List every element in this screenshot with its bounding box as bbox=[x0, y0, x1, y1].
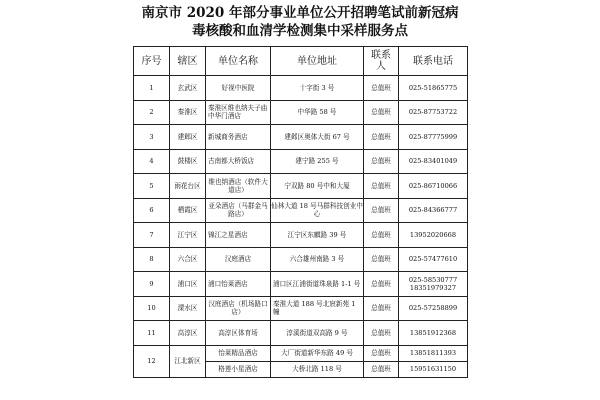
row-contact: 总值班 bbox=[364, 296, 399, 321]
document-title-line-1: 南京市 2020 年部分事业单位公开招聘笔试前新冠病 bbox=[141, 5, 459, 21]
row-district: 江宁区 bbox=[170, 223, 206, 248]
row-phone: 025-84366777 bbox=[399, 198, 468, 223]
row-phone: 025-83401049 bbox=[399, 149, 468, 174]
row-name: 锦江之星酒店 bbox=[206, 223, 271, 248]
row-name: 高淳区体育场 bbox=[206, 321, 271, 346]
row-phone: 13952020668 bbox=[399, 223, 468, 248]
row-district: 溧水区 bbox=[170, 296, 206, 321]
row-index: 10 bbox=[134, 296, 170, 321]
table-row bbox=[134, 247, 468, 272]
row-name: 维也纳酒店（软件大道店） bbox=[206, 174, 271, 199]
row-index: 1 bbox=[134, 76, 170, 101]
row-contact: 总值班 bbox=[364, 361, 399, 377]
row-address: 大厂街道新华东路 49 号 bbox=[271, 345, 364, 361]
row-address: 中华路 58 号 bbox=[271, 100, 364, 125]
row-district: 秦淮区 bbox=[170, 100, 206, 125]
table-row bbox=[134, 125, 468, 150]
header-name: 单位名称 bbox=[206, 47, 271, 76]
row-phone: 15951631150 bbox=[399, 361, 468, 377]
row-address: 浦口区江浦街道珠泉路 1-1 号 bbox=[271, 272, 364, 297]
row-phone: 025-87775999 bbox=[399, 125, 468, 150]
row-contact: 总值班 bbox=[364, 149, 399, 174]
row-contact: 总值班 bbox=[364, 223, 399, 248]
row-contact: 总值班 bbox=[364, 321, 399, 346]
row-address: 淳溪街道双高路 9 号 bbox=[271, 321, 364, 346]
table-row bbox=[134, 345, 468, 361]
table-row bbox=[134, 149, 468, 174]
row-name: 秦淮区维也纳夫子庙中华门酒店 bbox=[206, 100, 271, 125]
row-phone: 13851811393 bbox=[399, 345, 468, 361]
row-contact: 总值班 bbox=[364, 174, 399, 199]
table-row bbox=[134, 223, 468, 248]
row-contact: 总值班 bbox=[364, 198, 399, 223]
row-district: 雨花台区 bbox=[170, 174, 206, 199]
row-phone: 025-58530777 18351979327 bbox=[399, 272, 468, 297]
row-index: 8 bbox=[134, 247, 170, 272]
row-address: 仙林大道 18 号马群科技创业中心 bbox=[271, 198, 364, 223]
row-address: 建邺区奥体大街 67 号 bbox=[271, 125, 364, 150]
row-district: 栖霞区 bbox=[170, 198, 206, 223]
row-name: 亚朵酒店（马群金马路店） bbox=[206, 198, 271, 223]
table-row bbox=[134, 100, 468, 125]
row-index: 7 bbox=[134, 223, 170, 248]
header-phone: 联系电话 bbox=[399, 47, 468, 76]
header-contact-line-2: 人 bbox=[376, 61, 386, 72]
row-index: 12 bbox=[134, 345, 170, 377]
row-address: 十字街 3 号 bbox=[271, 76, 364, 101]
row-contact: 总值班 bbox=[364, 100, 399, 125]
row-phone: 025-87753722 bbox=[399, 100, 468, 125]
table-row bbox=[134, 296, 468, 321]
row-phone: 025-57258899 bbox=[399, 296, 468, 321]
table-row bbox=[134, 321, 468, 346]
document-title-line-2: 毒核酸和血清学检测集中采样服务点 bbox=[192, 23, 408, 39]
row-address: 六合雄州南路 3 号 bbox=[271, 247, 364, 272]
header-address: 单位地址 bbox=[271, 47, 364, 76]
sampling-sites-table bbox=[133, 46, 468, 378]
row-index: 11 bbox=[134, 321, 170, 346]
row-district: 鼓楼区 bbox=[170, 149, 206, 174]
table-row bbox=[134, 272, 468, 297]
row-district: 玄武区 bbox=[170, 76, 206, 101]
row-address: 大桥北路 118 号 bbox=[271, 361, 364, 377]
header-index: 序号 bbox=[134, 47, 170, 76]
row-address: 宁双路 80 号中和大厦 bbox=[271, 174, 364, 199]
row-name: 汉庭酒店（机场路口店） bbox=[206, 296, 271, 321]
row-contact: 总值班 bbox=[364, 272, 399, 297]
table-row bbox=[134, 174, 468, 199]
table-row bbox=[134, 198, 468, 223]
row-index: 4 bbox=[134, 149, 170, 174]
table-row bbox=[134, 76, 468, 101]
row-district: 高淳区 bbox=[170, 321, 206, 346]
row-index: 9 bbox=[134, 272, 170, 297]
row-index: 2 bbox=[134, 100, 170, 125]
row-contact: 总值班 bbox=[364, 76, 399, 101]
row-phone: 025-51865775 bbox=[399, 76, 468, 101]
header-contact bbox=[364, 47, 399, 76]
row-phone: 025-57477610 bbox=[399, 247, 468, 272]
row-address: 秦淮大道 188 号北宸新苑 1 幢 bbox=[271, 296, 364, 321]
row-name: 汉庭酒店 bbox=[206, 247, 271, 272]
row-address: 江宁区东麒路 39 号 bbox=[271, 223, 364, 248]
row-name: 怡莱精品酒店 bbox=[206, 345, 271, 361]
row-contact: 总值班 bbox=[364, 247, 399, 272]
table-header-row bbox=[134, 47, 468, 76]
row-index: 5 bbox=[134, 174, 170, 199]
row-name: 浦口怡莱酒店 bbox=[206, 272, 271, 297]
row-district: 建邺区 bbox=[170, 125, 206, 150]
row-name: 好视中医院 bbox=[206, 76, 271, 101]
row-district: 江北新区 bbox=[170, 345, 206, 377]
row-name: 新城商务酒店 bbox=[206, 125, 271, 150]
row-contact: 总值班 bbox=[364, 125, 399, 150]
row-phone: 13851912368 bbox=[399, 321, 468, 346]
row-district: 浦口区 bbox=[170, 272, 206, 297]
row-district: 六合区 bbox=[170, 247, 206, 272]
row-name: 古南都大桥饭店 bbox=[206, 149, 271, 174]
row-contact: 总值班 bbox=[364, 345, 399, 361]
header-contact-line-1: 联系 bbox=[371, 50, 391, 61]
row-index: 3 bbox=[134, 125, 170, 150]
row-address: 建宁路 255 号 bbox=[271, 149, 364, 174]
row-index: 6 bbox=[134, 198, 170, 223]
header-district: 辖区 bbox=[170, 47, 206, 76]
row-name: 格莲小星酒店 bbox=[206, 361, 271, 377]
row-phone: 025-86710066 bbox=[399, 174, 468, 199]
